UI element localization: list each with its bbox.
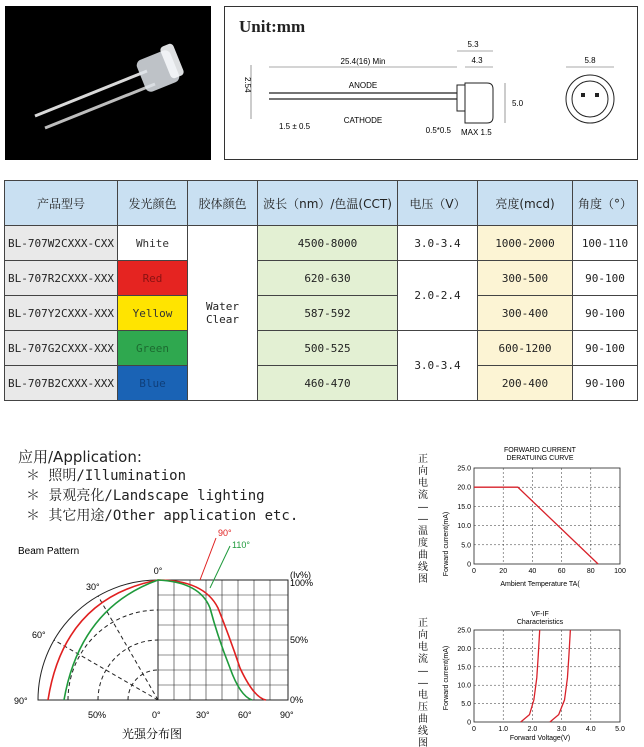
beam-caption: 光强分布图 <box>122 727 183 741</box>
bottom-tick: 50% <box>88 710 107 720</box>
y-tick: 15.0 <box>457 503 471 511</box>
offset-dim: 1.5 ± 0.5 <box>279 122 311 131</box>
wavelength-cell: 460-470 <box>258 366 398 401</box>
y-tick: 20.0 <box>457 484 471 492</box>
plot-frame <box>474 630 620 722</box>
side-label-char: — <box>418 678 428 689</box>
application-title: 应用/Application: <box>18 448 142 466</box>
side-label-char: 线 <box>418 726 428 737</box>
x-tick: 3.0 <box>556 726 567 733</box>
application-item: ＊ 景观亮化/Landscape lighting <box>26 488 265 504</box>
wavelength-cell: 587-592 <box>258 296 398 331</box>
side-label-char: — <box>418 666 428 677</box>
header-color: 发光颜色 <box>118 181 188 226</box>
x-tick: 0 <box>472 726 476 733</box>
side-label-char: 电 <box>418 690 428 701</box>
x-tick: 0 <box>472 568 476 575</box>
voltage-cell: 3.0-3.4 <box>398 226 478 261</box>
x-tick: 60 <box>557 568 566 575</box>
emit-color-cell: Blue <box>118 366 188 401</box>
spec-table <box>4 180 638 401</box>
brightness-cell: 1000-2000 <box>478 226 573 261</box>
side-label-char: 向 <box>418 630 428 641</box>
dimension-svg <box>225 7 637 159</box>
model-cell: BL-707B2CXXX-XXX <box>5 366 118 401</box>
angle-cell: 90-100 <box>573 331 638 366</box>
angle-tick: 60° <box>32 630 46 640</box>
table-row <box>5 226 638 261</box>
dimension-drawing <box>224 6 638 160</box>
y-tick: 5.0 <box>461 701 471 709</box>
wavelength-cell: 620-630 <box>258 261 398 296</box>
lead-spacing-dim: 2.54 <box>243 77 252 93</box>
beam-110-label: 110° <box>232 540 250 550</box>
derating-ylabel: Forward current(mA) <box>443 511 450 577</box>
x-tick: 80 <box>586 568 595 575</box>
y-tick: 0 <box>467 719 471 727</box>
pct-tick: 0% <box>290 695 304 705</box>
cathode-label: CATHODE <box>343 116 383 125</box>
anode-label: ANODE <box>348 81 378 90</box>
side-label-char: 曲 <box>418 550 428 561</box>
product-photo <box>5 6 211 160</box>
angle-cell: 90-100 <box>573 296 638 331</box>
body-len-dim: 5.3 <box>467 40 479 49</box>
derating-xlabel: Ambient Temperature TA( <box>500 581 580 588</box>
y-tick: 5.0 <box>461 542 471 550</box>
wavelength-cell: 4500-8000 <box>258 226 398 261</box>
x-tick: 100 <box>614 568 626 575</box>
side-label-char: 度 <box>418 538 428 549</box>
emit-color-cell: Yellow <box>118 296 188 331</box>
wavelength-cell: 500-525 <box>258 331 398 366</box>
pct-tick: 100% <box>290 578 314 588</box>
model-cell: BL-707R2CXXX-XXX <box>5 261 118 296</box>
x-tick: 5.0 <box>615 726 625 733</box>
y-tick: 25.0 <box>457 465 471 473</box>
brightness-cell: 600-1200 <box>478 331 573 366</box>
side-label-char: — <box>418 514 428 525</box>
y-tick: 25.0 <box>457 627 471 635</box>
y-tick: 20.0 <box>457 645 471 653</box>
beam-title: Beam Pattern <box>18 546 80 557</box>
side-label-char: 正 <box>418 618 428 629</box>
angle-tick: 90° <box>14 696 28 706</box>
length-dim: 25.4(16) Min <box>340 57 386 66</box>
header-brightness: 亮度(mcd) <box>478 181 573 226</box>
header-colloid: 胶体颜色 <box>188 181 258 226</box>
y-tick: 10.0 <box>457 523 471 531</box>
max-dim: MAX 1.5 <box>461 128 492 137</box>
emit-color-cell: Green <box>118 331 188 366</box>
brightness-cell: 200-400 <box>478 366 573 401</box>
application-item: ＊ 其它用途/Other application etc. <box>26 508 299 524</box>
vf-if-chart <box>412 604 638 747</box>
x-tick: 4.0 <box>585 726 596 733</box>
brightness-cell: 300-500 <box>478 261 573 296</box>
bottom-tick: 0° <box>152 710 161 720</box>
angle-cell: 90-100 <box>573 261 638 296</box>
bottom-tick: 90° <box>280 710 294 720</box>
derating-chart <box>412 440 638 590</box>
header-model: 产品型号 <box>5 181 118 226</box>
application-item: ＊ 照明/Illumination <box>26 468 187 484</box>
flange-dim: 5.8 <box>584 56 596 65</box>
emit-color-cell: White <box>118 226 188 261</box>
unit-label: Unit:mm <box>239 17 306 36</box>
x-tick: 20 <box>499 568 508 575</box>
model-cell: BL-707Y2CXXX-XXX <box>5 296 118 331</box>
x-tick: 2.0 <box>527 726 538 733</box>
side-label-char: 图 <box>418 738 428 747</box>
lens-len-dim: 4.3 <box>471 56 483 65</box>
side-label-char: 正 <box>418 454 428 465</box>
derating-title-2: DERATUING CURVE <box>506 455 574 462</box>
bottom-tick: 60° <box>238 710 252 720</box>
side-label-char: 曲 <box>418 714 428 725</box>
x-tick: 40 <box>528 568 537 575</box>
vfif-ylabel: Forward current(mA) <box>443 645 450 711</box>
series-line-0 <box>521 630 540 722</box>
pct-tick: 50% <box>290 635 309 645</box>
emit-color-cell: Red <box>118 261 188 296</box>
iv-label: (Iv%) <box>290 570 311 580</box>
side-label-char: 流 <box>418 490 428 501</box>
angle-tick: 30° <box>86 582 100 592</box>
derating-title: FORWARD CURRENT <box>504 447 576 454</box>
side-label-char: 向 <box>418 466 428 477</box>
angle-tick: 0° <box>153 566 163 576</box>
side-label-char: 压 <box>418 702 428 713</box>
table-row <box>5 261 638 296</box>
side-label-char: — <box>418 502 428 513</box>
series-line-1 <box>550 630 570 722</box>
side-label-char: 图 <box>418 574 428 585</box>
voltage-cell: 2.0-2.4 <box>398 261 478 331</box>
header-voltage: 电压（V） <box>398 181 478 226</box>
side-label-char: 温 <box>418 526 428 537</box>
angle-cell: 90-100 <box>573 366 638 401</box>
side-label-char: 电 <box>418 642 428 653</box>
table-header-row <box>5 181 638 226</box>
y-tick: 10.0 <box>457 682 471 690</box>
header-angle: 角度（°） <box>573 181 638 226</box>
y-tick: 0 <box>467 561 471 569</box>
vfif-xlabel: Forward Voltage(V) <box>509 735 571 742</box>
beam-90-label: 90° <box>218 528 232 538</box>
side-label-char: 流 <box>418 654 428 665</box>
bottom-tick: 30° <box>196 710 210 720</box>
side-label-char: 电 <box>418 478 428 489</box>
beam-pattern-chart <box>4 528 314 744</box>
voltage-cell: 3.0-3.4 <box>398 331 478 401</box>
model-cell: BL-707W2CXXX-CXX <box>5 226 118 261</box>
dia-dim: 5.0 <box>512 99 524 108</box>
side-label-char: 线 <box>418 562 428 573</box>
angle-cell: 100-110 <box>573 226 638 261</box>
colloid-cell: Water Clear <box>188 226 258 401</box>
table-row <box>5 366 638 401</box>
x-tick: 1.0 <box>498 726 509 733</box>
vfif-title: VF-IF <box>531 611 549 618</box>
model-cell: BL-707G2CXXX-XXX <box>5 331 118 366</box>
table-row <box>5 296 638 331</box>
y-tick: 15.0 <box>457 664 471 672</box>
header-wavelength: 波长（nm）/色温(CCT) <box>258 181 398 226</box>
lead-dim: 0.5*0.5 <box>425 126 451 135</box>
led-photo-illustration <box>5 6 211 160</box>
vfif-title-2: Characteristics <box>516 619 564 626</box>
brightness-cell: 300-400 <box>478 296 573 331</box>
table-row <box>5 331 638 366</box>
